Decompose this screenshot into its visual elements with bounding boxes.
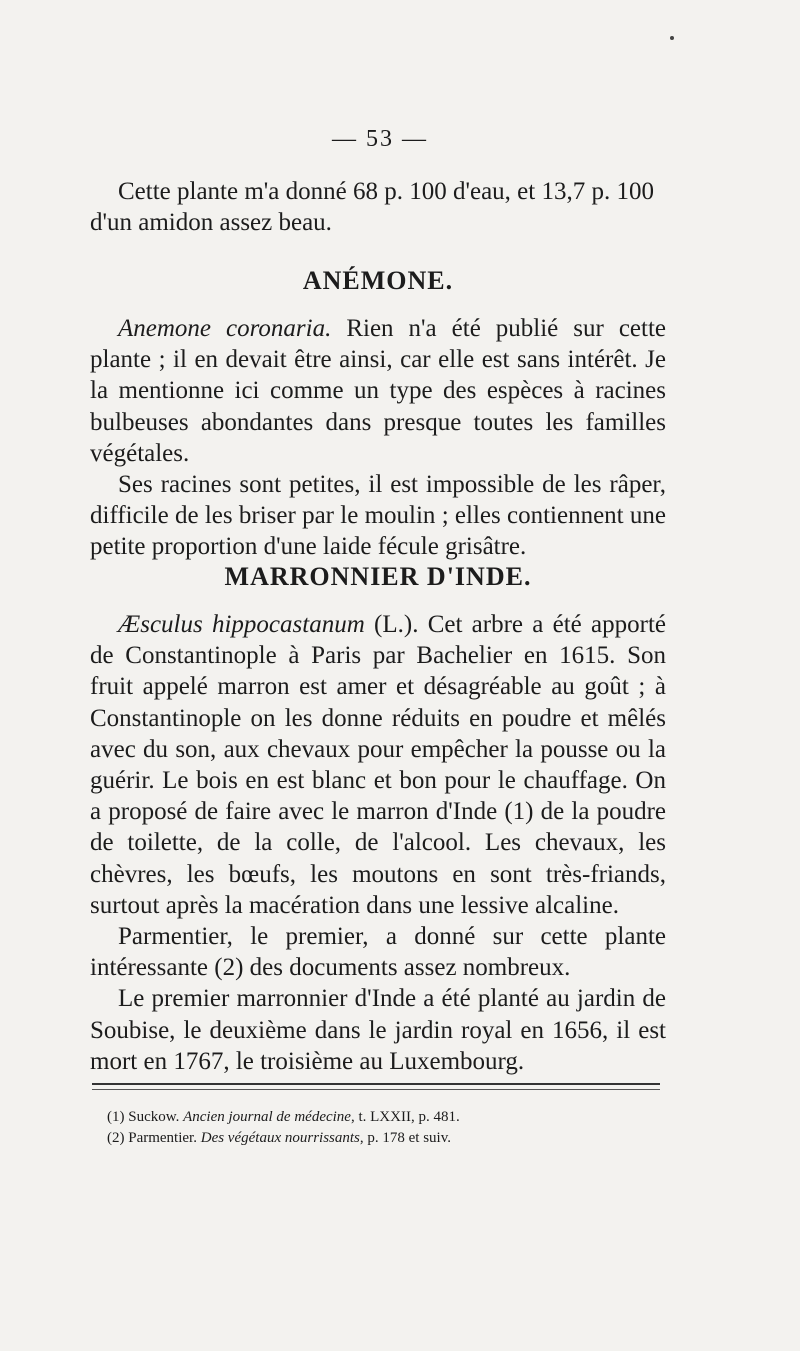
species-name: Æsculus hippocastanum (118, 611, 365, 638)
anemone-paragraph-2: Ses racines sont petites, il est impossible de les râper, difficile de les briser par le moulin ; elles contiennent une petite proportion d'une laide fécule grisâtre. (90, 471, 666, 561)
section-heading-anemone: ANÉMONE. (302, 266, 454, 295)
marronnier-paragraph-1 (90, 609, 666, 921)
marronnier-section (90, 609, 666, 1077)
anemone-paragraph-1-text: Rien n'a été publié sur cette plante ; il en devait être ainsi, car elle est sans intérêt. Je la mentionne ici comme un type des espèces à racines bulbeuses abondantes dans presque toutes les familles végétales. (90, 315, 666, 467)
intro-line-2: d'un amidon assez beau. (90, 209, 332, 237)
section-heading-marronnier: MARRONNIER D'INDE. (224, 562, 532, 591)
marronnier-paragraph-2: Parmentier, le premier, a donné sur cette plante intéressante (2) des documents assez nombreux. (90, 923, 666, 982)
marronnier-paragraph-1-text: (L.). Cet arbre a été apporté de Constantinople à Paris par Bachelier en 1615. Son fruit appelé marron est amer et désagréable au goût ; à Constantinople on les donne réduits en poudre et mêlés avec du son, aux chevaux pour empêcher la pousse ou la guérir. Le bois en est blanc et bon pour le chauffage. On a proposé de faire avec le marron d'Inde (1) de la poudre de toilette, de la colle, de l'alcool. Les chevaux, les chèvres, les bœufs, les moutons en sont très-friands, surtout après la macération dans une lessive alcaline. (90, 611, 666, 919)
footnote-2: (2) Parmentier. Des végétaux nourrissants, p. 178 et suiv. (107, 1130, 451, 1146)
speck (670, 36, 674, 40)
footnote-rule (92, 1083, 660, 1085)
footnote-rule-thin (92, 1089, 660, 1090)
footnote-1: (1) Suckow. Ancien journal de médecine, t. LXXII, p. 481. (107, 1109, 460, 1125)
paragraph-intro (90, 176, 666, 238)
intro-line-1: Cette plante m'a donné 68 p. 100 d'eau, et 13,7 p. 100 (118, 178, 654, 205)
anemone-section (90, 313, 666, 563)
marronnier-paragraph-3: Le premier marronnier d'Inde a été planté au jardin de Soubise, le deuxième dans le jardin royal en 1656, il est mort en 1767, le troisième au Luxembourg. (90, 985, 666, 1075)
species-name: Anemone coronaria. (118, 315, 332, 342)
page-number: — 53 — (332, 126, 428, 152)
footnotes (107, 1107, 667, 1149)
anemone-paragraph-1 (90, 313, 666, 469)
